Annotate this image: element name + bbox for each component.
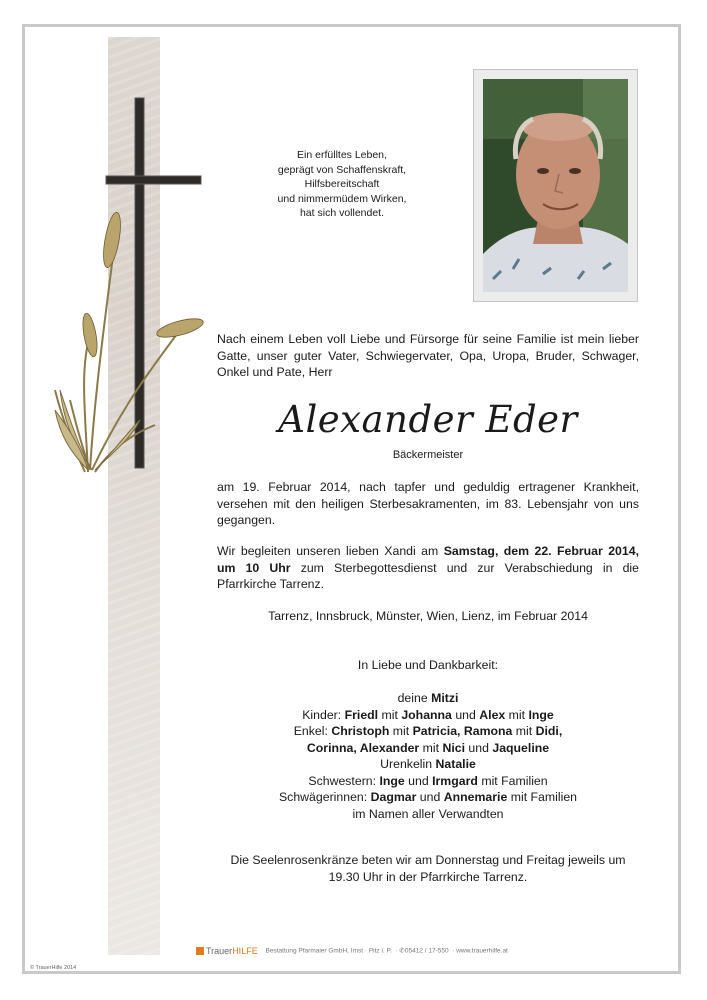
- deceased-name: Alexander Eder: [278, 398, 578, 441]
- funeral-notice: [217, 543, 639, 593]
- footer-website[interactable]: www.trauerhilfe.at: [456, 947, 508, 955]
- death-notice: am 19. Februar 2014, nach tapfer und geduldig ertragener Krankheit, versehen mit den heiligen Sterbesakramenten, im 83. Lebensjahr von uns gegangen.: [217, 480, 639, 527]
- cross-wheat-artwork: [40, 90, 220, 510]
- cross-icon: [135, 98, 144, 468]
- family-grandchildren-2: Corinna, Alexander mit Nici und Jaqueline: [306, 740, 550, 755]
- footer: TrauerHILFE Bestattung Pfarmaier GmbH, Imst · Pitz i. P. · ✆05412 / 17-550 · www.trauerhilfe.at: [196, 944, 616, 958]
- motto: [262, 148, 422, 221]
- places-date: Tarrenz, Innsbruck, Münster, Wien, Lienz, im Februar 2014: [268, 609, 588, 623]
- brand-logo: TrauerHILFE: [206, 946, 258, 956]
- funeral-text: zum Sterbegottesdienst und zur Verabschiedung in die Pfarrkirche Tarrenz.: [217, 560, 639, 591]
- gratitude-line: In Liebe und Dankbarkeit:: [357, 658, 499, 672]
- family-relatives: im Namen aller Verwandten: [352, 806, 504, 821]
- copyright: © TrauerHilfe 2014: [30, 965, 77, 971]
- funeral-date: Samstag, dem 22. Februar 2014, um 10 Uhr: [217, 544, 639, 575]
- phone-icon: ✆: [399, 947, 405, 955]
- motto-line: und nimmermüdem Wirken,: [277, 192, 407, 205]
- motto-line: geprägt von Schaffenskraft,: [277, 163, 407, 176]
- family-children: Kinder: Friedl mit Johanna und Alex mit Inge: [302, 707, 554, 722]
- rosary-notice: Die Seelenrosenkränze beten wir am Donnerstag und Freitag jeweils um 19.30 Uhr in der Pfarrkirche Tarrenz.: [230, 853, 626, 884]
- family-grandchildren: Enkel: Christoph mit Patricia, Ramona mit Didi,: [293, 724, 563, 738]
- intro-text: Nach einem Leben voll Liebe und Fürsorge für seine Familie ist mein lieber Gatte, unser guter Vater, Schwiegervater, Opa, Uropa, Bruder, Schwager, Onkel und Pate, Herr: [217, 332, 639, 379]
- funeral-text: Wir begleiten unseren lieben Xandi am: [217, 544, 444, 558]
- family-sisters: Schwestern: Inge und Irmgard mit Familien: [308, 773, 548, 788]
- footer-phone: 05412 / 17-550: [404, 947, 449, 955]
- deceased-profession: Bäckermeister: [392, 449, 464, 461]
- family-inlaws: Schwägerinnen: Dagmar und Annemarie mit Familien: [278, 790, 578, 804]
- motto-line: hat sich vollendet.: [299, 207, 385, 219]
- family-greatgrandchild: Urenkelin Natalie: [380, 757, 476, 771]
- footer-company: Bestattung Pfarmaier GmbH, Imst · Pitz i. P.: [265, 947, 392, 955]
- portrait-frame: [473, 69, 638, 302]
- family-wife: deine Mitzi: [397, 691, 459, 705]
- motto-line: Ein erfülltes Leben,: [297, 149, 387, 161]
- motto-line: Hilfsbereitschaft: [304, 178, 380, 190]
- portrait-photo: [483, 79, 628, 292]
- family-list: [217, 690, 639, 822]
- trauerhilfe-logo-icon: [196, 947, 204, 955]
